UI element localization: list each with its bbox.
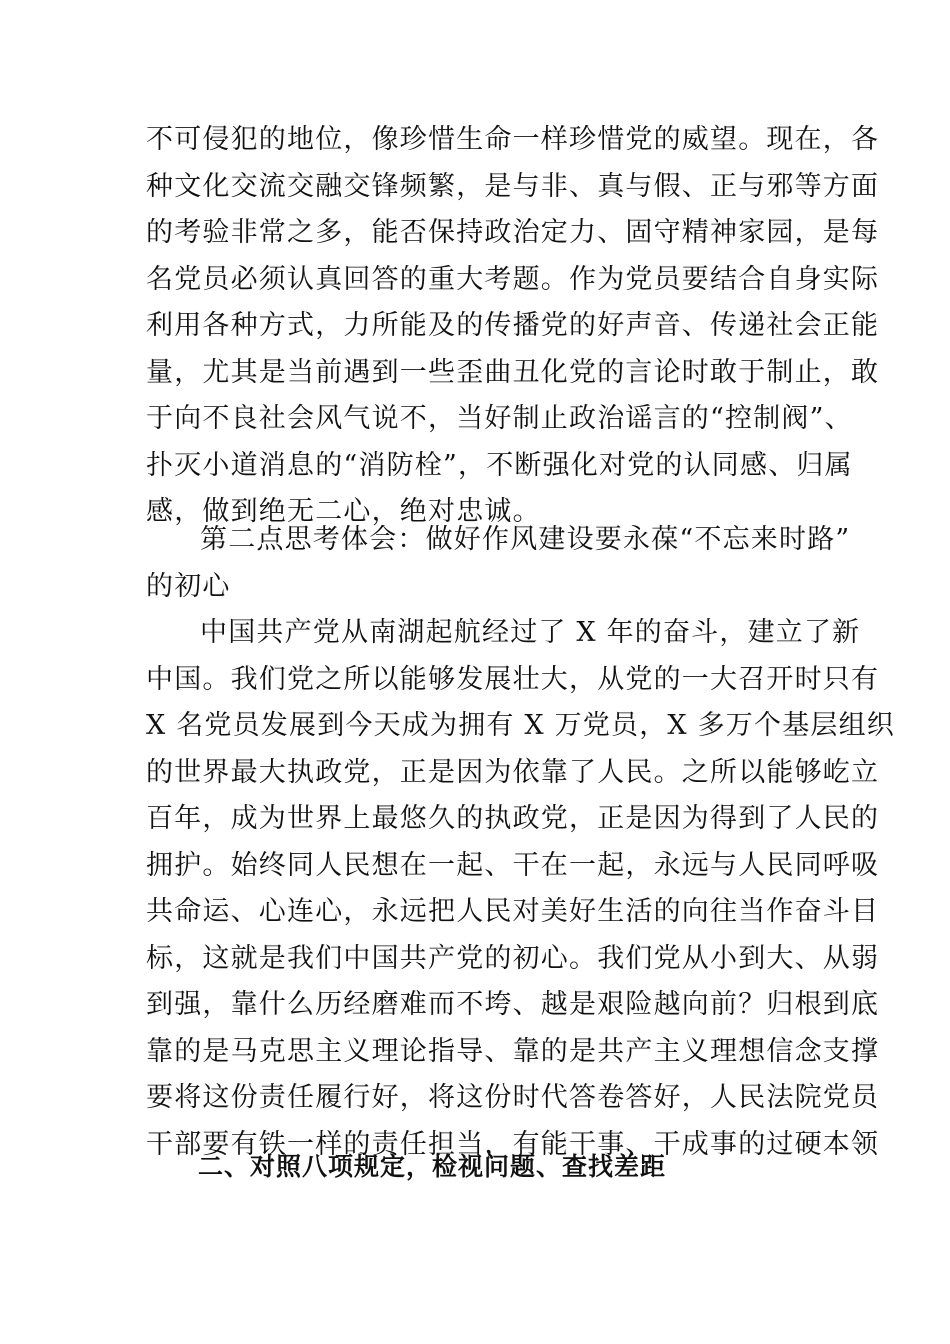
text-line: 靠的是马克思主义理论指导、靠的是共产主义理想信念支撑 <box>146 1035 880 1067</box>
text-line: 到强，靠什么历经磨难而不垮、越是艰险越向前？归根到底 <box>146 989 880 1020</box>
text-line: 拥护。始终同人民想在一起、干在一起，永远与人民同呼吸 <box>146 849 880 881</box>
text-line: 的初心 <box>146 570 231 602</box>
text-line: 利用各种方式，力所能及的传播党的好声音、传递社会正能 <box>146 310 880 341</box>
text-line: 要将这份责任履行好，将这份时代答卷答好，人民法院党员 <box>146 1082 880 1113</box>
text-line: 的考验非常之多，能否保持政治定力、固守精神家园，是每 <box>146 217 880 248</box>
text-line: 干部要有铁一样的责任担当，有能干事、干成事的过硬本领 <box>146 1128 880 1160</box>
text-line: X 名党员发展到今天成为拥有 X 万党员，X 多万个基层组织 <box>146 710 895 741</box>
paragraph-loyalty <box>146 117 880 536</box>
text-line: 的世界最大执政党，正是因为依靠了人民。之所以能够屹立 <box>146 756 880 788</box>
text-line: 百年，成为世界上最悠久的执政党，正是因为得到了人民的 <box>146 803 880 834</box>
text-line: 名党员必须认真回答的重大考题。作为党员要结合自身实际 <box>146 263 880 295</box>
text-line: 不可侵犯的地位，像珍惜生命一样珍惜党的威望。现在，各 <box>146 124 880 155</box>
paragraph-party-history <box>146 610 895 1168</box>
text-line: 第二点思考体会：做好作风建设要永葆“不忘来时路” <box>200 524 851 555</box>
text-line: 感，做到绝无二心，绝对忠诚。 <box>146 496 541 527</box>
text-line: 量，尤其是当前遇到一些歪曲丑化党的言论时敢于制止，敢 <box>146 356 880 388</box>
text-line: 中国。我们党之所以能够发展壮大，从党的一大召开时只有 <box>146 663 880 695</box>
paragraph-second-point <box>146 517 851 610</box>
text-line: 中国共产党从南湖起航经过了 X 年的奋斗，建立了新 <box>200 617 861 648</box>
text-line: 共命运、心连心，永远把人民对美好生活的向往当作奋斗目 <box>146 896 880 927</box>
text-line: 标，这就是我们中国共产党的初心。我们党从小到大、从弱 <box>146 942 880 974</box>
text-line: 于向不良社会风气说不，当好制止政治谣言的“控制阀”、 <box>146 403 853 434</box>
text-line: 种文化交流交融交锋频繁，是与非、真与假、正与邪等方面 <box>146 170 880 202</box>
text-line: 扑灭小道消息的“消防栓”，不断强化对党的认同感、归属 <box>146 449 853 481</box>
section-heading: 二、对照八项规定，检视问题、查找差距 <box>198 1152 667 1181</box>
